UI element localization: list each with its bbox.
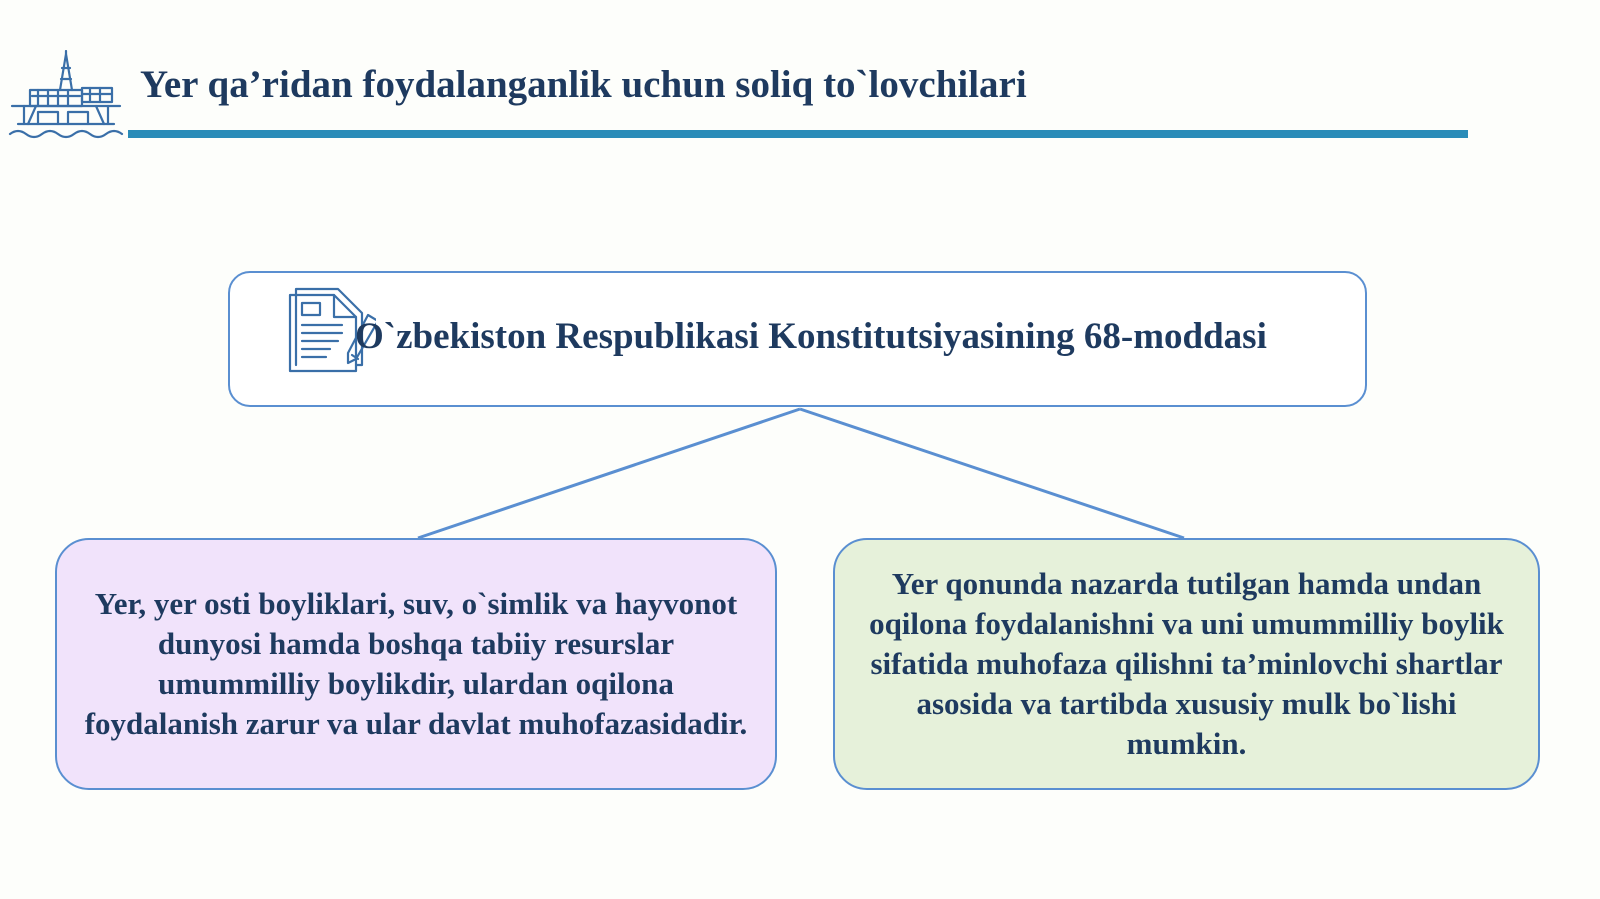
child-node-left xyxy=(55,538,777,790)
root-node-label: O`zbekiston Respublikasi Konstitutsiyasining 68-moddasi xyxy=(355,316,1267,357)
child-node-right xyxy=(833,538,1540,790)
child-node-left-text: Yer, yer osti boyliklari, suv, o`simlik va hayvonot dunyosi hamda boshqa tabiiy resurslar umummilliy boylikdir, ulardan oqilona foydalanish zarur va ular davlat muhofazasidadir. xyxy=(84,586,748,741)
connector-left xyxy=(418,409,800,538)
page-title: Yer qa’ridan foydalanganlik uchun soliq to`lovchilari xyxy=(140,63,1027,106)
connector-right xyxy=(800,409,1184,538)
child-node-right-text: Yer qonunda nazarda tutilgan hamda undan oqilona foydalanishni va uni umummilliy boylik sifatida muhofaza qilishni ta’minlovchi shartlar asosida va tartibda xususiy mulk bo`lishi mumkin. xyxy=(869,566,1504,761)
root-node xyxy=(228,271,1367,407)
